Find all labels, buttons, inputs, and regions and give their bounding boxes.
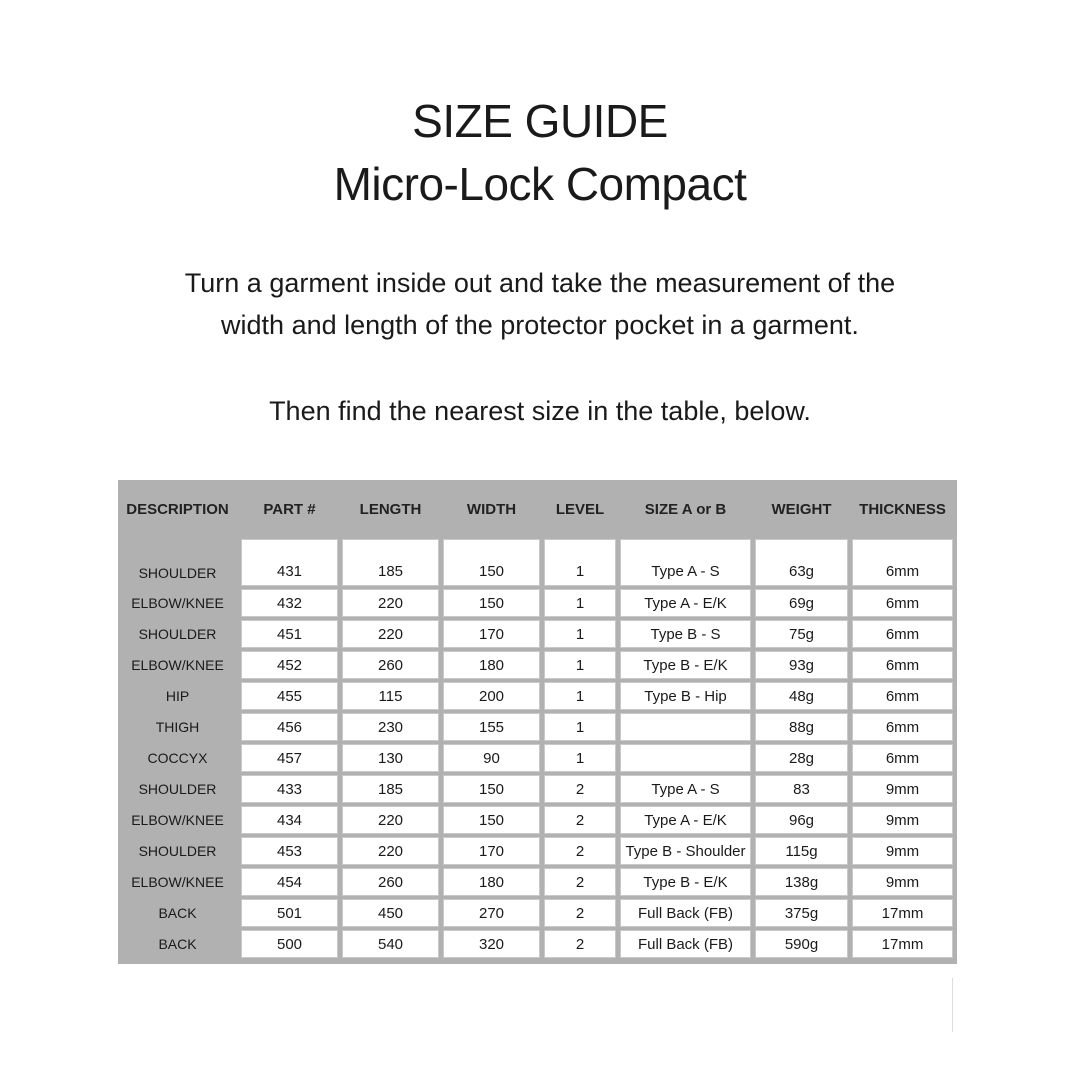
table-cell: 200 [443, 682, 540, 710]
table-cell: 96g [755, 806, 848, 834]
column-header: LENGTH [359, 501, 422, 518]
table-cell: 9mm [852, 868, 953, 896]
size-table [118, 480, 957, 964]
table-cell: 150 [443, 539, 540, 586]
table-cell: 48g [755, 682, 848, 710]
table-cell: 6mm [852, 589, 953, 617]
table-cell: 270 [443, 899, 540, 927]
table-cell: 75g [755, 620, 848, 648]
table-row [118, 837, 955, 865]
table-cell: 590g [755, 930, 848, 958]
table-cell: 115 [342, 682, 439, 710]
row-description: SHOULDER [138, 626, 217, 642]
table-cell: 230 [342, 713, 439, 741]
table-cell: 457 [241, 744, 338, 772]
table-cell: 155 [443, 713, 540, 741]
table-row [118, 589, 955, 617]
table-cell: 375g [755, 899, 848, 927]
table-cell: 6mm [852, 682, 953, 710]
table-cell: 17mm [852, 930, 953, 958]
table-cell: 6mm [852, 713, 953, 741]
table-cell: 1 [544, 620, 616, 648]
page-title [0, 90, 1080, 216]
table-cell: Type A - S [620, 539, 751, 586]
table-cell: Full Back (FB) [620, 930, 751, 958]
table-cell: 2 [544, 899, 616, 927]
instruction-paragraph [0, 262, 1080, 346]
table-cell: 63g [755, 539, 848, 586]
table-cell: 185 [342, 775, 439, 803]
table-cell: Type B - E/K [620, 651, 751, 679]
table-cell: 220 [342, 806, 439, 834]
table-row [118, 744, 955, 772]
table-cell [620, 713, 751, 741]
table-cell: 2 [544, 806, 616, 834]
table-cell: 2 [544, 868, 616, 896]
table-row [118, 775, 955, 803]
table-cell: 90 [443, 744, 540, 772]
table-cell: 138g [755, 868, 848, 896]
table-cell: 260 [342, 651, 439, 679]
row-description: HIP [165, 688, 190, 704]
table-cell: 501 [241, 899, 338, 927]
table-cell [620, 744, 751, 772]
table-cell: Type A - E/K [620, 806, 751, 834]
row-description: ELBOW/KNEE [131, 874, 224, 890]
row-description: BACK [158, 905, 197, 921]
table-row [118, 682, 955, 710]
table-cell: 185 [342, 539, 439, 586]
column-header: DESCRIPTION [126, 501, 229, 518]
table-cell: 180 [443, 651, 540, 679]
table-cell: 452 [241, 651, 338, 679]
table-cell: Full Back (FB) [620, 899, 751, 927]
table-cell: 2 [544, 775, 616, 803]
table-cell: 2 [544, 930, 616, 958]
row-description: ELBOW/KNEE [131, 595, 224, 611]
table-cell: 453 [241, 837, 338, 865]
table-cell: 260 [342, 868, 439, 896]
row-description: THIGH [155, 719, 200, 735]
table-cell: 1 [544, 713, 616, 741]
table-cell: 170 [443, 837, 540, 865]
row-description: COCCYX [147, 750, 208, 766]
table-cell: Type B - Shoulder [620, 837, 751, 865]
instruction-line-2: width and length of the protector pocket in a garment. [221, 310, 859, 340]
table-cell: 180 [443, 868, 540, 896]
table-cell: 220 [342, 620, 439, 648]
row-description: ELBOW/KNEE [131, 657, 224, 673]
table-cell: 1 [544, 744, 616, 772]
column-header: SIZE A or B [644, 501, 727, 518]
table-cell: 431 [241, 539, 338, 586]
instruction-paragraph-2 [0, 390, 1080, 432]
table-cell: 9mm [852, 837, 953, 865]
table-cell: 450 [342, 899, 439, 927]
table-cell: 1 [544, 539, 616, 586]
table-cell: 434 [241, 806, 338, 834]
table-cell: 170 [443, 620, 540, 648]
table-cell: 540 [342, 930, 439, 958]
table-row [118, 806, 955, 834]
table-cell: 17mm [852, 899, 953, 927]
table-cell: 150 [443, 806, 540, 834]
table-cell: 69g [755, 589, 848, 617]
table-cell: Type B - S [620, 620, 751, 648]
table-header-row [118, 480, 955, 539]
row-description: SHOULDER [138, 843, 217, 859]
table-cell: 455 [241, 682, 338, 710]
table-row [118, 539, 955, 586]
instruction-line-1: Turn a garment inside out and take the measurement of the [184, 268, 896, 298]
table-cell: 220 [342, 589, 439, 617]
table-cell: 220 [342, 837, 439, 865]
title-line-2: Micro-Lock Compact [333, 158, 747, 210]
table-cell: 451 [241, 620, 338, 648]
table-cell: 9mm [852, 775, 953, 803]
table-cell: 1 [544, 651, 616, 679]
table-cell: 432 [241, 589, 338, 617]
table-cell: 433 [241, 775, 338, 803]
row-description: SHOULDER [138, 781, 217, 797]
table-cell: Type B - Hip [620, 682, 751, 710]
column-header: PART # [263, 501, 316, 518]
table-cell: 456 [241, 713, 338, 741]
table-cell: 454 [241, 868, 338, 896]
table-cell: Type A - S [620, 775, 751, 803]
table-cell: 6mm [852, 651, 953, 679]
column-header: WEIGHT [771, 501, 832, 518]
table-cell: Type B - E/K [620, 868, 751, 896]
table-cell: 320 [443, 930, 540, 958]
table-row [118, 868, 955, 896]
table-row [118, 620, 955, 648]
row-description: SHOULDER [138, 565, 217, 581]
table-cell: 9mm [852, 806, 953, 834]
table-cell: 500 [241, 930, 338, 958]
column-header: WIDTH [466, 501, 517, 518]
title-line-1: SIZE GUIDE [412, 95, 668, 147]
table-cell: 115g [755, 837, 848, 865]
table-cell: 88g [755, 713, 848, 741]
page-edge-line [952, 978, 953, 1032]
table-cell: 6mm [852, 620, 953, 648]
table-cell: 6mm [852, 744, 953, 772]
table-cell: 150 [443, 775, 540, 803]
table-cell: 130 [342, 744, 439, 772]
table-body [118, 539, 955, 958]
instruction-line-3: Then find the nearest size in the table, below. [269, 396, 811, 426]
table-cell: 2 [544, 837, 616, 865]
row-description: BACK [158, 936, 197, 952]
table-row [118, 651, 955, 679]
table-cell: Type A - E/K [620, 589, 751, 617]
table-cell: 150 [443, 589, 540, 617]
table-row [118, 930, 955, 958]
row-description: ELBOW/KNEE [131, 812, 224, 828]
table-cell: 1 [544, 589, 616, 617]
table-cell: 1 [544, 682, 616, 710]
table-cell: 93g [755, 651, 848, 679]
table-cell: 28g [755, 744, 848, 772]
table-row [118, 899, 955, 927]
table-cell: 6mm [852, 539, 953, 586]
table-row [118, 713, 955, 741]
column-header: THICKNESS [859, 501, 946, 518]
column-header: LEVEL [555, 501, 605, 518]
table-cell: 83 [755, 775, 848, 803]
